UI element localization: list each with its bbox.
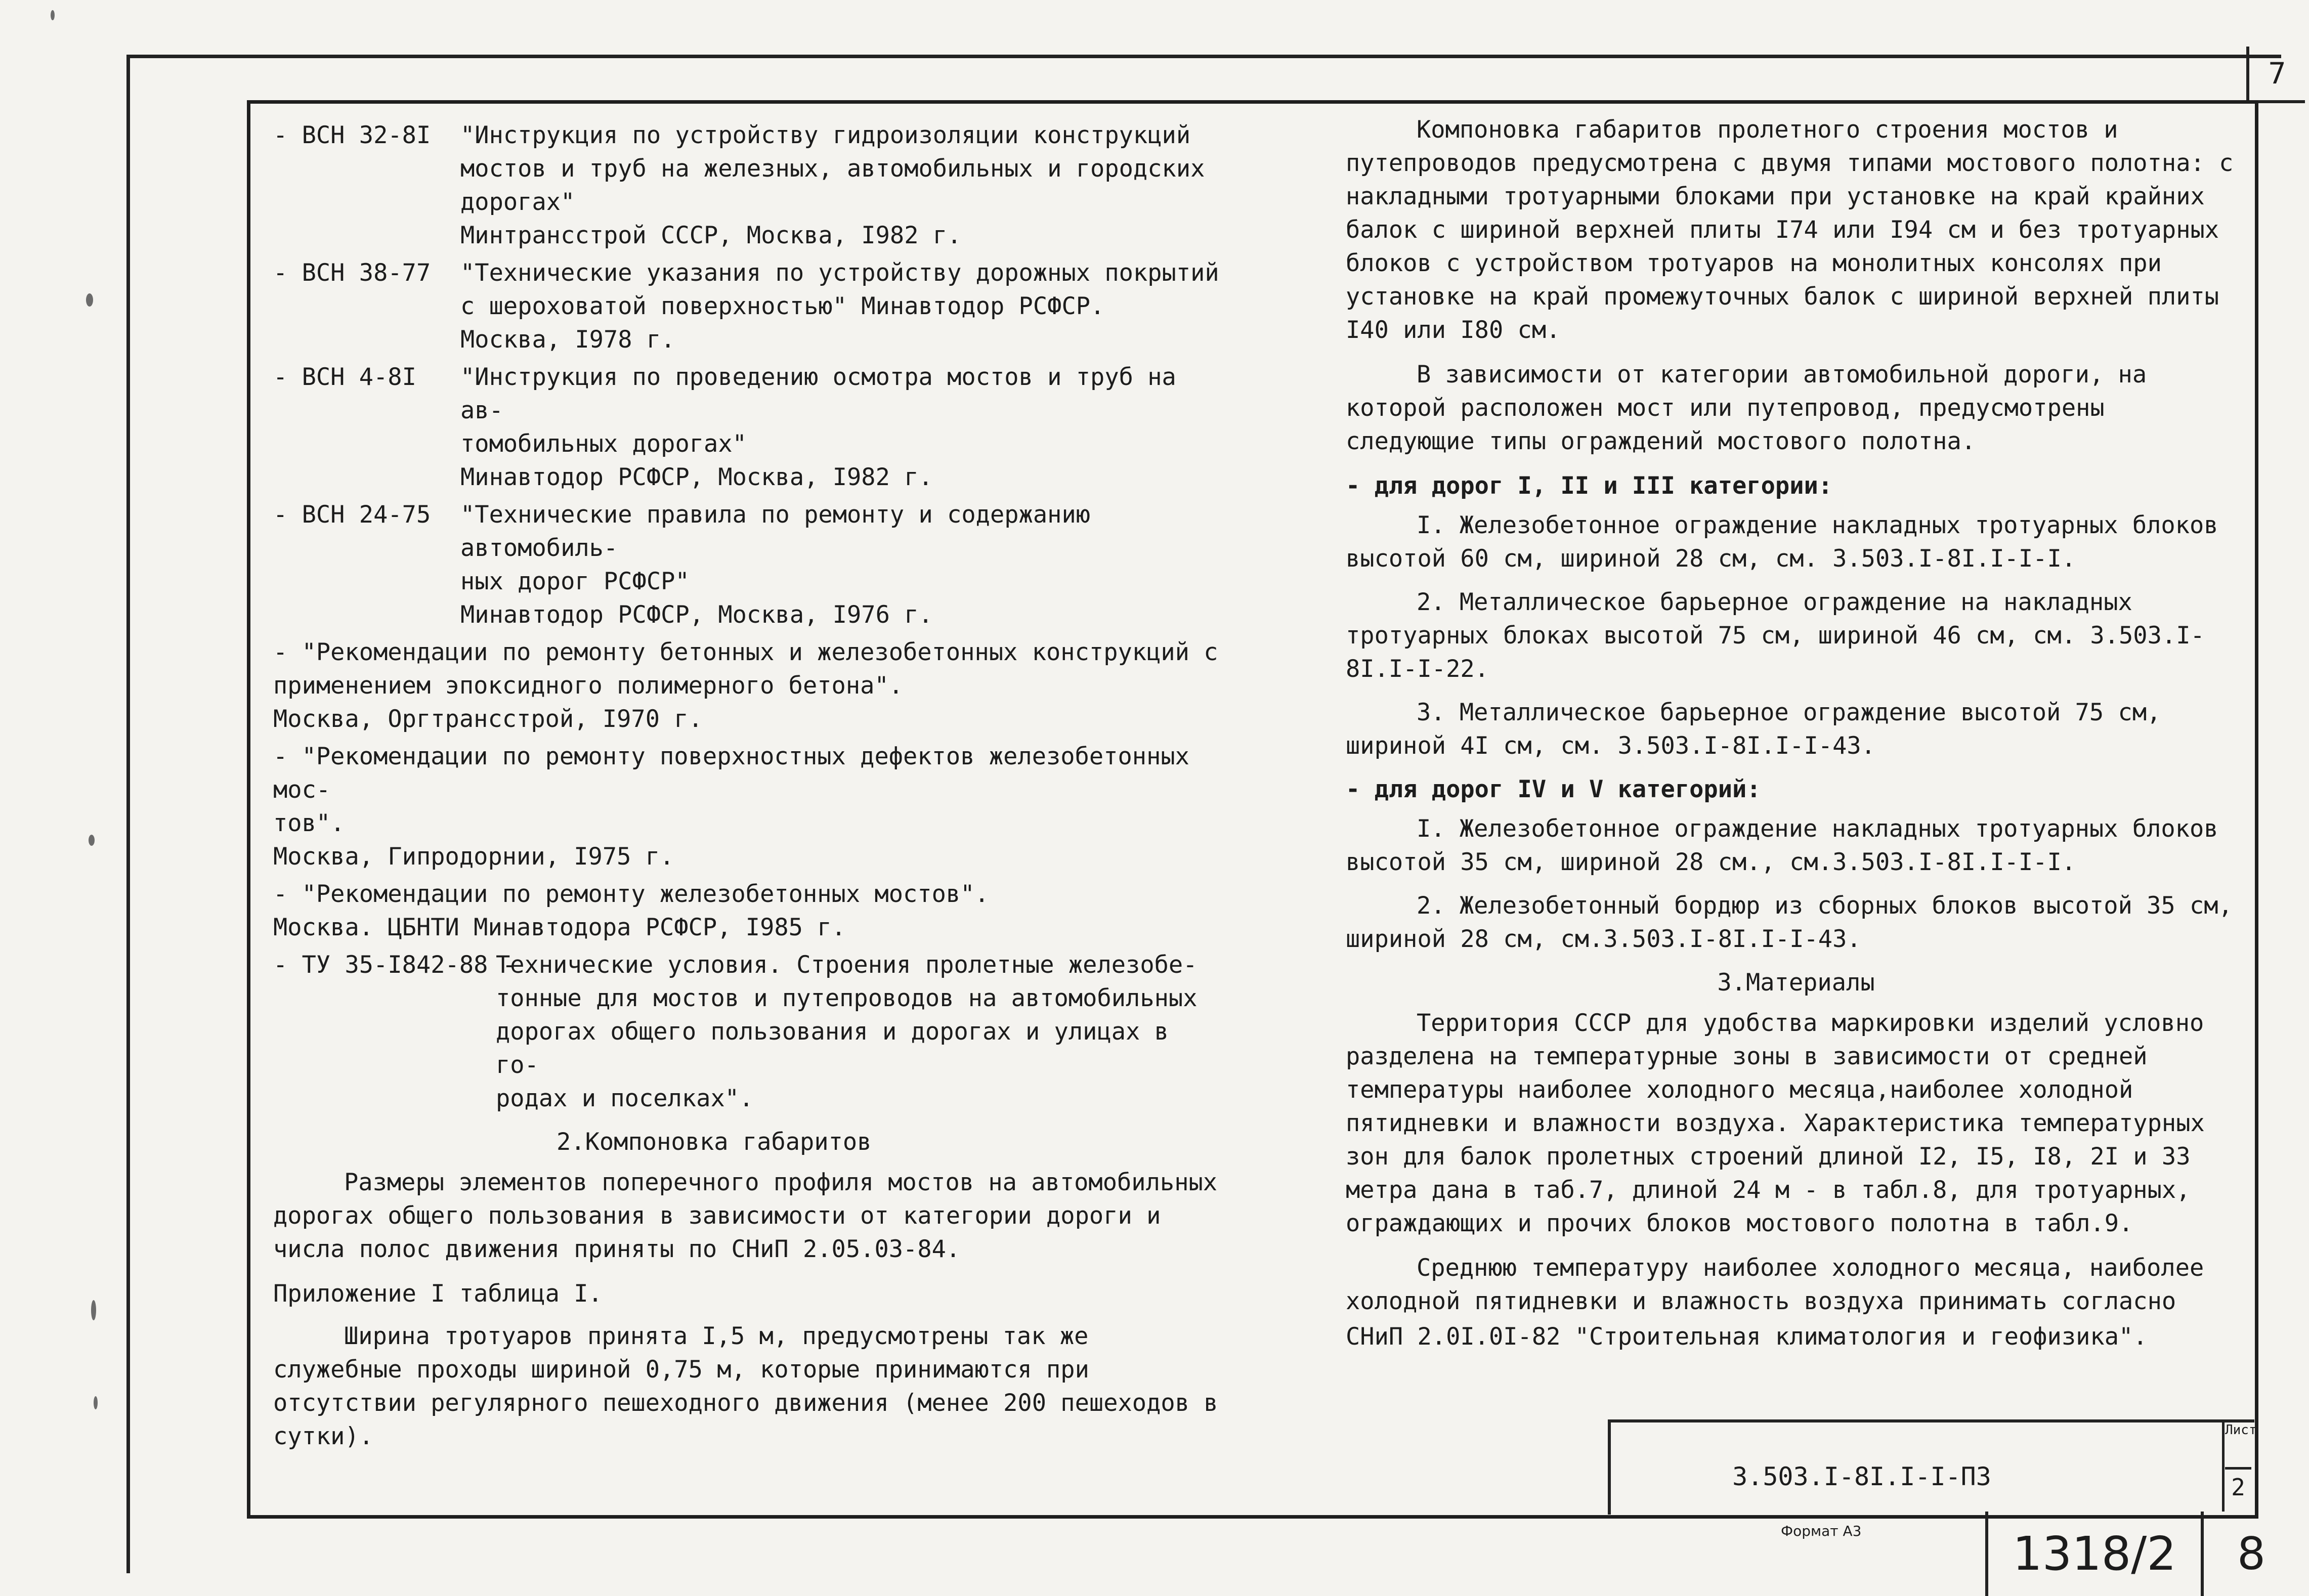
reference-code: - ВСН 24-75	[273, 501, 431, 529]
reference-line: "Инструкция по проведению осмотра мостов и труб на ав-	[460, 363, 1176, 424]
recommendation-line: - "Рекомендации по ремонту поверхностных дефектов железобетонных мос-	[273, 743, 1189, 804]
barrier-item: 2. Железобетонный бордюр из сборных блоков высотой 35 см, шириной 28 см, см.3.503.I-8I.I-I-43.	[1346, 892, 2233, 953]
left-column	[273, 119, 1224, 1464]
materials-paragraph: Территория СССР для удобства маркировки изделий условно разделена на температурные зоны в зависимости от средней температуры наиболее холодного месяца,наиболее холодной пятидневки и влажности воздуха. Характеристика температурных зон для балок пролетных строений длиной I2, I5, I8, 2I и 33 метра дана в таб.7, длиной 24 м - в табл.8, для тротуарных, ограждающих и прочих блоков мостового полотна в табл.9.	[1346, 1009, 2205, 1237]
reference-line: "Инструкция по устройству гидроизоляции конструкций	[460, 121, 1191, 149]
appendix-reference: Приложение I таблица I.	[273, 1280, 603, 1308]
reference-line: дорогах"	[460, 188, 575, 216]
reference-body	[460, 498, 1224, 632]
barrier-item: 2. Металлическое барьерное ограждение на накладных тротуарных блоках высотой 75 см, шириной 46 см, см. 3.503.I-8I.I-I-22.	[1346, 588, 2205, 683]
recommendation-item	[273, 740, 1224, 874]
recommendation-line: применением эпоксидного полимерного бетона".	[273, 672, 904, 700]
ledger-number: 1318/2	[1985, 1512, 2204, 1596]
section-3-heading: 3.Материалы	[1717, 969, 1875, 997]
recommendation-item	[273, 878, 1224, 944]
reference-item	[273, 256, 1224, 357]
snip-reference: СНиП 2.0I.0I-82 "Строительная климатология и геофизика".	[1346, 1323, 2148, 1351]
reference-line: с шероховатой поверхностью" Минавтодор РСФСР.	[460, 292, 1105, 320]
reference-body	[460, 256, 1224, 357]
document-code: 3.503.I-8I.I-I-ПЗ	[1732, 1462, 1991, 1491]
tu-line: тонные для мостов и путепроводов на автомобильных	[496, 984, 1198, 1012]
reference-line: Минтрансстрой СССР, Москва, I982 г.	[460, 222, 962, 249]
recommendation-line: Москва, Оргтрансстрой, I970 г.	[273, 705, 703, 733]
recommendation-line: - "Рекомендации по ремонту бетонных и железобетонных конструкций с	[273, 638, 1218, 666]
reference-list	[273, 119, 1224, 632]
temperature-paragraph: Среднюю температуру наиболее холодного месяца, наиболее холодной пятидневки и влажность воздуха принимать согласно	[1346, 1254, 2204, 1315]
sheet-label: Лист	[2225, 1422, 2257, 1438]
right-column	[1346, 106, 2246, 1363]
reference-body	[460, 361, 1224, 494]
roads-1-3-list	[1346, 509, 2246, 763]
barrier-item: I. Железобетонное ограждение накладных тротуарных блоков высотой 60 см, шириной 28 см, см. 3.503.I-8I.I-I-I.	[1346, 511, 2218, 573]
tu-code: - ТУ 35-I842-88 -	[273, 951, 517, 979]
reference-body	[460, 119, 1224, 252]
reference-line: мостов и труб на железных, автомобильных и городских	[460, 155, 1205, 183]
format-label: Формат А3	[1781, 1523, 1862, 1539]
tu-reference	[273, 948, 1224, 1115]
scan-speck	[94, 1396, 98, 1409]
reference-line: Минавтодор РСФСР, Москва, I976 г.	[460, 601, 933, 629]
recommendation-line: Москва, Гипродорнии, I975 г.	[273, 843, 674, 871]
page-total: 8	[2237, 1528, 2265, 1580]
reference-line: ных дорог РСФСР"	[460, 568, 690, 595]
scan-speck	[86, 293, 93, 307]
reference-item	[273, 119, 1224, 252]
section-2-heading: 2.Компоновка габаритов	[557, 1128, 872, 1156]
section-2-paragraph-2: Ширина тротуаров принята I,5 м, предусмотрены так же служебные проходы шириной 0,75 м, которые принимаются при отсутствии регулярного пешеходного движения (менее 200 пешеходов в сутки).	[273, 1322, 1218, 1450]
reference-line: "Технические указания по устройству дорожных покрытий	[460, 259, 1219, 287]
page-number: 7	[2246, 47, 2305, 103]
tu-line: родах и поселках".	[496, 1085, 754, 1112]
tu-line: дорогах общего пользования и дорогах и улицах в го-	[496, 1018, 1169, 1079]
scan-speck	[89, 835, 95, 846]
recommendation-item	[273, 636, 1224, 736]
barrier-types-paragraph: В зависимости от категории автомобильной дороги, на которой расположен мост или путепровод, предусмотрены следующие типы ограждений мостового полотна.	[1346, 361, 2147, 455]
recommendations-list	[273, 636, 1224, 944]
reference-line: "Технические правила по ремонту и содержанию автомобиль-	[460, 501, 1091, 562]
barrier-item: I. Железобетонное ограждение накладных тротуарных блоков высотой 35 см, шириной 28 см., см.3.503.I-8I.I-I-I.	[1346, 815, 2218, 876]
reference-line: Москва, I978 г.	[460, 326, 675, 354]
scan-speck	[51, 10, 55, 20]
recommendation-line: - "Рекомендации по ремонту железобетонных мостов".	[273, 880, 989, 908]
scan-speck	[91, 1300, 96, 1320]
sheet-number: 2	[2225, 1467, 2251, 1501]
roads-1-3-heading: - для дорог I, II и III категории:	[1346, 472, 1833, 500]
barrier-item: 3. Металлическое барьерное ограждение высотой 75 см, шириной 4I см, см. 3.503.I-8I.I-I-43.	[1346, 699, 2161, 760]
tu-body	[496, 948, 1224, 1115]
reference-item	[273, 498, 1224, 632]
roads-4-5-list	[1346, 812, 2246, 956]
reference-line: томобильных дорогах"	[460, 430, 747, 458]
tu-line: Технические условия. Строения пролетные железобе-	[496, 951, 1198, 979]
reference-code: - ВСН 4-8I	[273, 363, 416, 391]
roads-4-5-heading: - для дорог IV и V категорий:	[1346, 775, 1761, 803]
reference-line: Минавтодор РСФСР, Москва, I982 г.	[460, 463, 933, 491]
reference-item	[273, 361, 1224, 494]
section-2-paragraph-1: Размеры элементов поперечного профиля мостов на автомобильных дорогах общего пользования в зависимости от категории дороги и числа полос движения приняты по СНиП 2.05.03-84.	[273, 1169, 1218, 1263]
recommendation-line: тов".	[273, 809, 345, 837]
recommendation-line: Москва. ЦБНТИ Минавтодора РСФСР, I985 г.	[273, 914, 846, 941]
reference-code: - ВСН 32-8I	[273, 121, 431, 149]
layout-paragraph: Компоновка габаритов пролетного строения мостов и путепроводов предусмотрена с двумя типами мостового полотна: с накладными тротуарными блоками при установке на край крайних балок с шириной верхней плиты I74 или I94 см и без тротуарных блоков с устройством тротуаров на монолитных консолях при установке на край промежуточных балок с шириной верхней плиты I40 или I80 см.	[1346, 116, 2234, 344]
reference-code: - ВСН 38-77	[273, 259, 431, 287]
